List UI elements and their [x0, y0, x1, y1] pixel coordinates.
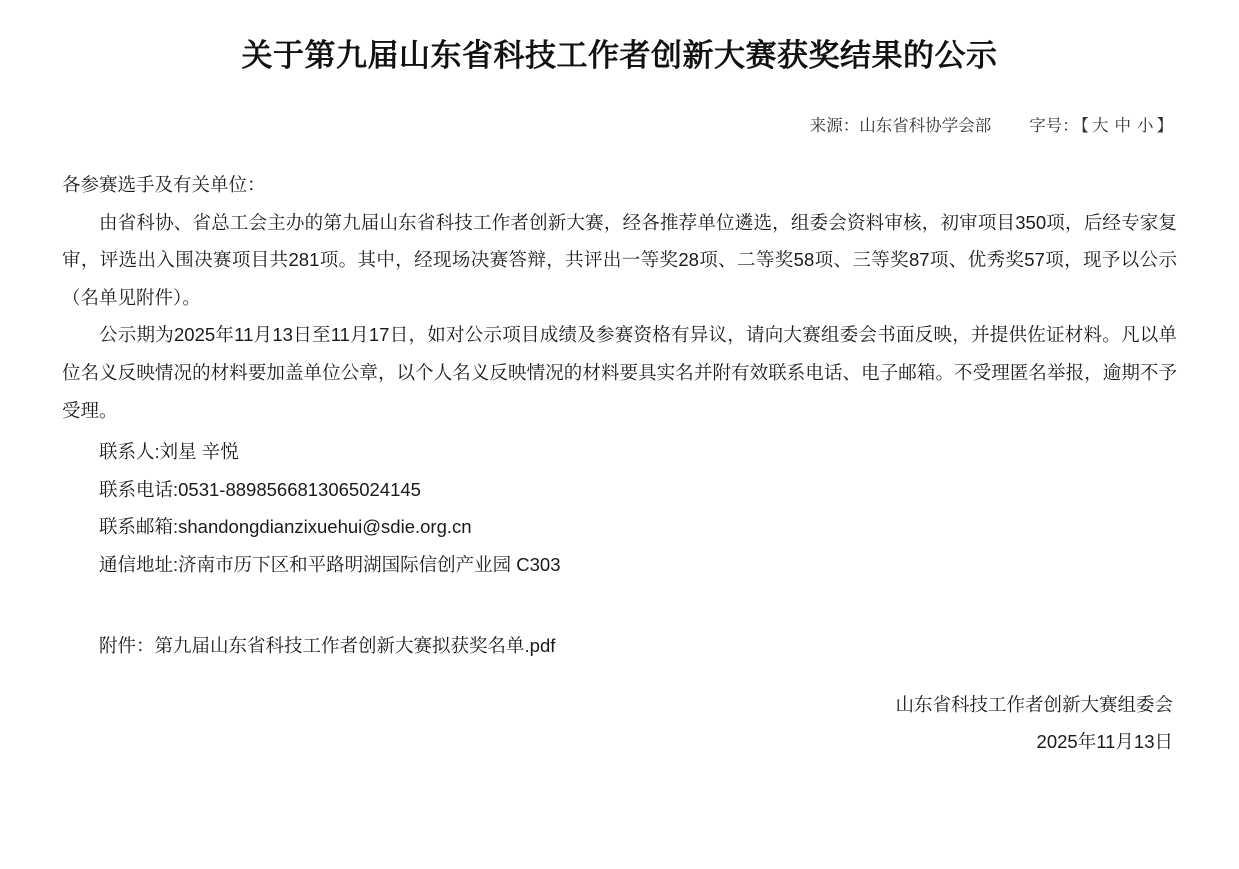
- contact-person: 联系人:刘星 辛悦: [99, 441, 239, 463]
- body-paragraph-1: 由省科协、省总工会主办的第九届山东省科技工作者创新大赛，经各推荐单位遴选，组委会资料审核，初审项目350项，后经专家复审，评选出入围决赛项目共281项。其中，经现场决赛答辩，共评出一等奖28项、二等奖58项、三等奖87项、优秀奖57项，现予以公示（名单见附件）。: [62, 211, 1177, 308]
- salutation: 各参赛选手及有关单位：: [62, 174, 266, 196]
- attachment-line: [62, 627, 1177, 664]
- signature-organization: 山东省科技工作者创新大赛组委会: [895, 694, 1173, 716]
- source-value: 山东省科协学会部: [859, 117, 992, 136]
- signature-date: 2025年11月13日: [1036, 731, 1173, 753]
- source-label: 来源：: [809, 117, 860, 136]
- attachment-label: 附件：: [99, 635, 155, 657]
- font-size-label: 字号：: [1029, 117, 1079, 136]
- contact-block: [62, 433, 1177, 583]
- contact-email: 联系邮箱:shandongdianzixuehui@sdie.org.cn: [99, 516, 472, 538]
- font-size-small-button[interactable]: 小: [1137, 117, 1154, 136]
- article-meta-bar: [62, 112, 1177, 136]
- font-size-medium-button[interactable]: 中: [1114, 117, 1131, 136]
- article-source: [810, 112, 992, 136]
- contact-address: 通信地址:济南市历下区和平路明湖国际信创产业园 C303: [99, 553, 561, 575]
- contact-phone: 联系电话:0531-8898566813065024145: [99, 478, 421, 500]
- bracket-right: 】: [1156, 117, 1173, 136]
- signature-block: [62, 686, 1177, 760]
- body-paragraph-2: 公示期为2025年11月13日至11月17日，如对公示项目成绩及参赛资格有异议，请向大赛组委会书面反映，并提供佐证材料。凡以单位名义反映情况的材料要加盖单位公章，以个人名义反映情况的材料要具实名并附有效联系电话、电子邮箱。不受理匿名举报，逾期不予受理。: [62, 324, 1177, 421]
- page-title: 关于第九届山东省科技工作者创新大赛获奖结果的公示: [241, 38, 998, 73]
- font-size-switcher: [1029, 112, 1173, 136]
- document-body: [62, 166, 1177, 429]
- font-size-large-button[interactable]: 大: [1092, 117, 1109, 136]
- bracket-left: 【: [1080, 117, 1089, 136]
- attachment-link[interactable]: 第九届山东省科技工作者创新大赛拟获奖名单.pdf: [154, 635, 556, 657]
